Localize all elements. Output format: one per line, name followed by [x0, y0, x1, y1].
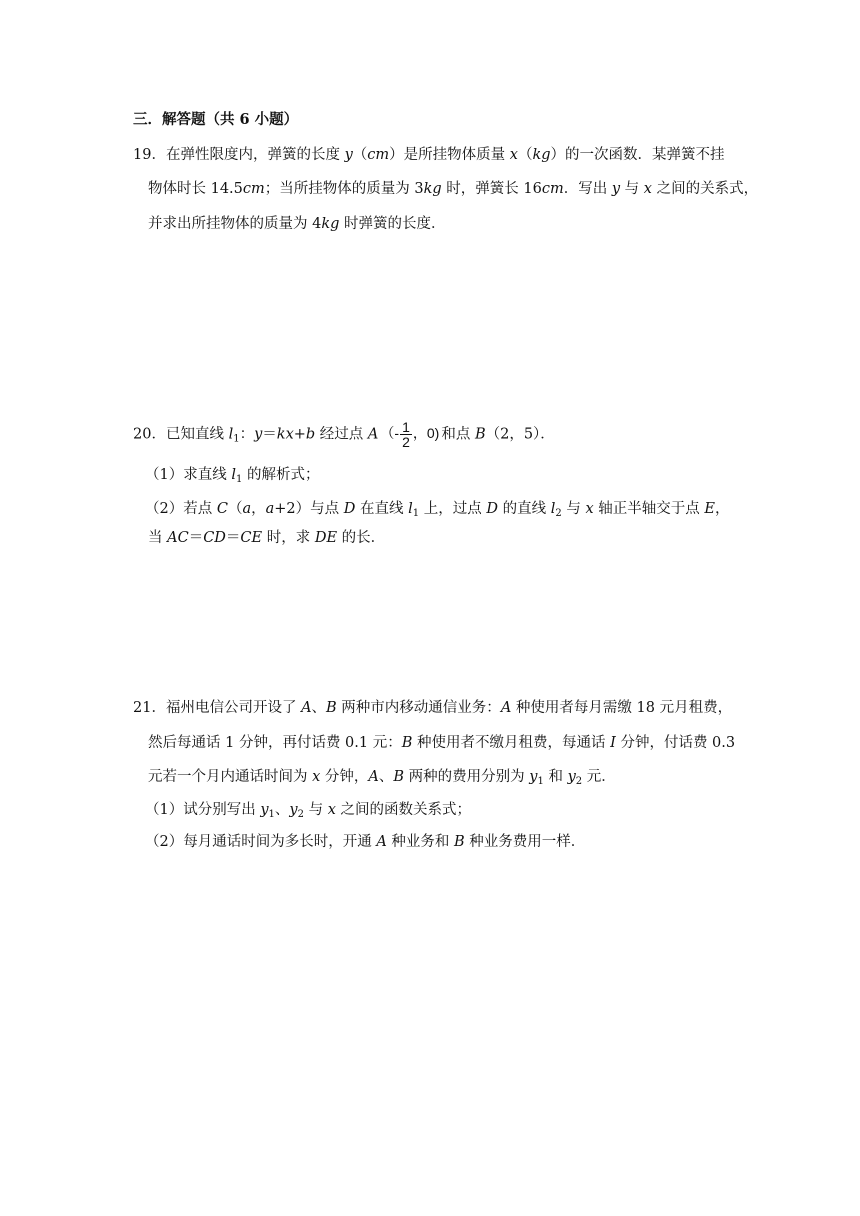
q21-line-2: 然后每通话 1 分钟，再付话费 0.1 元：B 种使用者不缴月租费，每通话 I 分钟，付话费 0.3 [148, 735, 736, 751]
q19-line-3: 并求出所挂物体的质量为 4kg 时弹簧的长度． [148, 216, 446, 232]
question-number: 19． [133, 147, 166, 163]
q20-part-2-line-2: 当 AC＝CD＝CE 时，求 DE 的长． [148, 530, 386, 546]
q21-part-2: （2）每月通话时间为多长时，开通 A 种业务和 B 种业务费用一样． [145, 834, 586, 850]
q19-line-1: 19．在弹性限度内，弹簧的长度 y（cm）是所挂物体质量 x（kg）的一次函数．某弹簧不挂 [133, 147, 725, 163]
question-number: 20． [133, 426, 166, 443]
question-number: 21． [133, 700, 166, 716]
point-a-formula: （- $\frac{1}{2}$ ，0) [380, 419, 440, 450]
section-heading: 三．解答题（共 6 小题） [133, 111, 299, 128]
q20-part-1: （1）求直线 $l_1$ 的解析式； [145, 467, 320, 485]
q21-line-3: 元若一个月内通话时间为 x 分钟，A、B 两种的费用分别为 $y_1$ 和 $y_2$ 元． [148, 769, 616, 787]
q21-line-1: 21．福州电信公司开设了 A、B 两种市内移动通信业务：A 种使用者每月需缴 18 元月租费， [133, 700, 733, 716]
q21-part-1: （1）试分别写出 $y_1$、$y_2$ 与 x 之间的函数关系式； [145, 802, 472, 820]
q20-line-1: 20．已知直线 $l_1$：y＝kx+b 经过点 A （- $\frac{1}{2}$ ，0) 和点 B（2，5）． [133, 419, 555, 450]
fraction: $\frac{1}{2}$ [402, 419, 410, 450]
q20-part-2: （2）若点 C（a，a+2）与点 D 在直线 $l_1$ 上，过点 D 的直线 $l_2$ 与 x 轴正半轴交于点 E， [145, 501, 730, 519]
q19-line-2: 物体时长 14.5cm；当所挂物体的质量为 3kg 时，弹簧长 16cm．写出 y 与 x 之间的关系式， [148, 181, 759, 197]
